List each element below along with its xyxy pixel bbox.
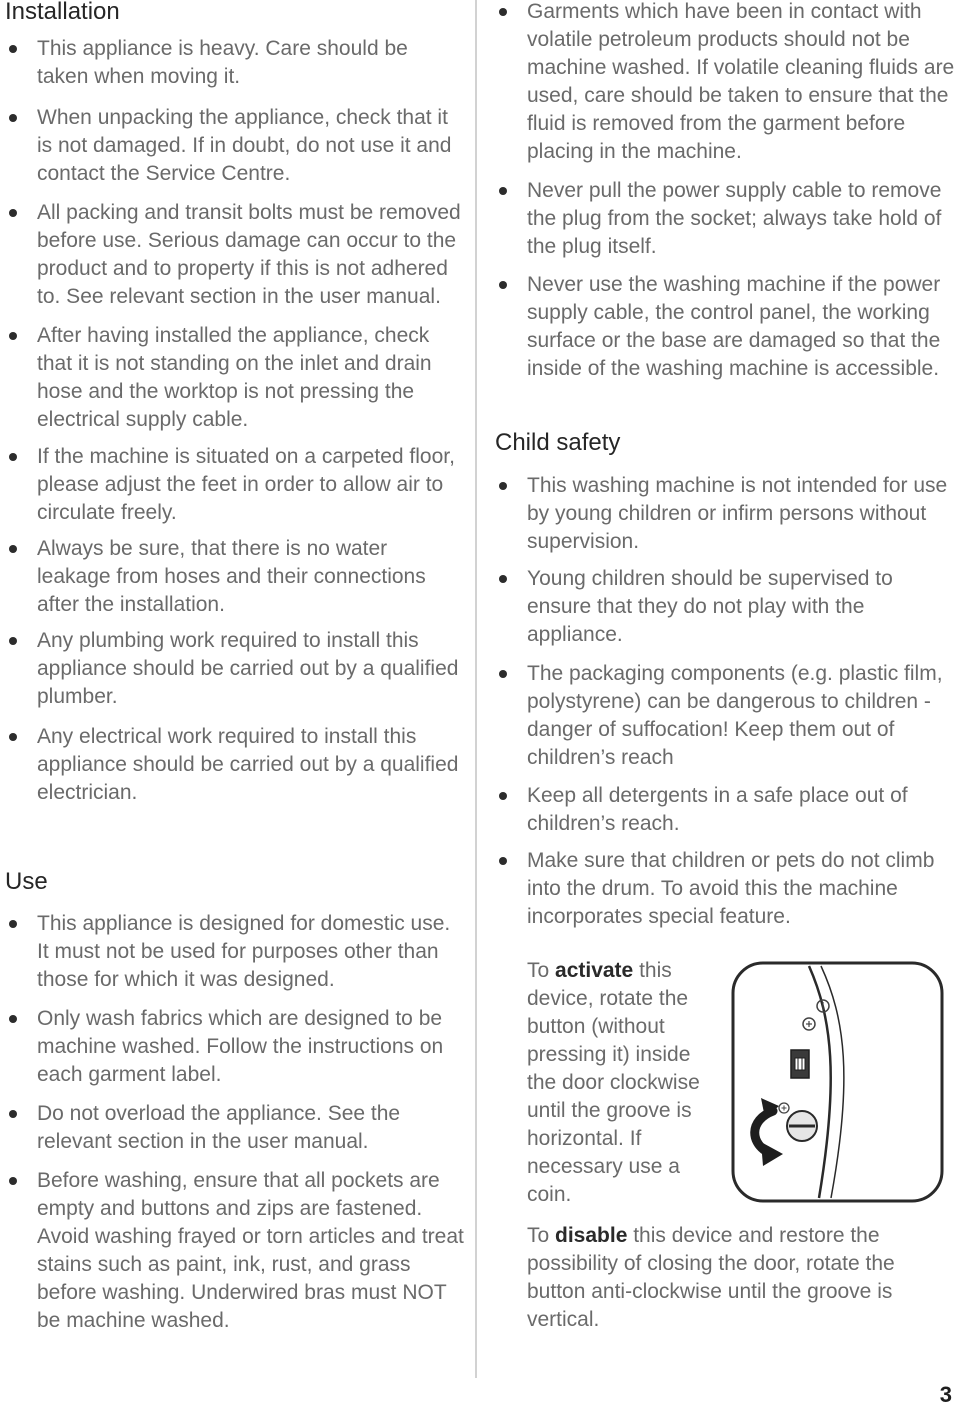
list-item: Do not overload the appliance. See the relevant section in the user manual. — [5, 1100, 465, 1156]
list-item: Any electrical work required to install this appliance should be carried out by a qualified electrician. — [5, 723, 465, 807]
page-number: 3 — [939, 1382, 952, 1407]
list-item: Always be sure, that there is no water leakage from hoses and their connections after the installation. — [5, 535, 465, 619]
list-item: Make sure that children or pets do not climb into the drum. To avoid this the machine incorporates special feature. — [495, 847, 960, 931]
list-item: If the machine is situated on a carpeted floor, please adjust the feet in order to allow air to circulate freely. — [5, 443, 465, 527]
activate-prefix: To — [527, 959, 556, 982]
column-divider — [475, 0, 477, 1378]
activate-instructions — [527, 957, 719, 1209]
door-lock-illustration — [727, 958, 947, 1206]
use-list — [5, 910, 465, 1335]
list-item: Garments which have been in contact with volatile petroleum products should not be machine washed. If volatile cleaning fluids are used, care should be taken to ensure that the fluid is removed from the garment before placing in the machine. — [495, 0, 960, 166]
list-item: Any plumbing work required to install this appliance should be carried out by a qualified plumber. — [5, 627, 465, 711]
disable-text: this device and restore the possibility of closing the door, rotate the button anti-clockwise until the groove is vertical. — [527, 1224, 895, 1331]
list-item: Young children should be supervised to ensure that they do not play with the appliance. — [495, 565, 960, 649]
list-item: This washing machine is not intended for use by young children or infirm persons without supervision. — [495, 472, 960, 556]
list-item: The packaging components (e.g. plastic film, polystyrene) can be dangerous to children - danger of suffocation! Keep them out of children’s reach — [495, 660, 960, 772]
use-heading: Use — [5, 868, 48, 895]
installation-list — [5, 35, 465, 807]
child-safety-list — [495, 472, 960, 931]
disable-instructions — [527, 1222, 947, 1334]
list-item: All packing and transit bolts must be removed before use. Serious damage can occur to the product and to property if this is not adhered to. See relevant section in the user manual. — [5, 199, 465, 311]
list-item: This appliance is heavy. Care should be taken when moving it. — [5, 35, 465, 91]
child-safety-heading: Child safety — [495, 429, 621, 456]
list-item: After having installed the appliance, check that it is not standing on the inlet and drain hose and the worktop is not pressing the electrical supply cable. — [5, 322, 465, 434]
list-item: Never use the washing machine if the power supply cable, the control panel, the working surface or the base are damaged so that the inside of the washing machine is accessible. — [495, 271, 960, 383]
list-item: Before washing, ensure that all pockets are empty and buttons and zips are fastened. Avoid washing frayed or torn articles and treat stains such as paint, ink, rust, and grass before washing. Underwired bras must NOT be machine washed. — [5, 1167, 465, 1335]
list-item: When unpacking the appliance, check that it is not damaged. If in doubt, do not use it and contact the Service Centre. — [5, 104, 465, 188]
list-item: Keep all detergents in a safe place out of children’s reach. — [495, 782, 960, 838]
activate-keyword: activate — [555, 959, 634, 982]
list-item: This appliance is designed for domestic use. It must not be used for purposes other than those for which it was designed. — [5, 910, 465, 994]
list-item: Never pull the power supply cable to remove the plug from the socket; always take hold of the plug itself. — [495, 177, 960, 261]
disable-prefix: To — [527, 1224, 556, 1247]
activate-text: this device, rotate the button (without pressing it) inside the door clockwise until the groove is horizontal. If necessary use a coin. — [527, 959, 700, 1206]
list-item: Only wash fabrics which are designed to be machine washed. Follow the instructions on each garment label. — [5, 1005, 465, 1089]
disable-keyword: disable — [555, 1224, 628, 1247]
use-continued-list — [495, 0, 960, 383]
installation-heading: Installation — [5, 0, 120, 25]
